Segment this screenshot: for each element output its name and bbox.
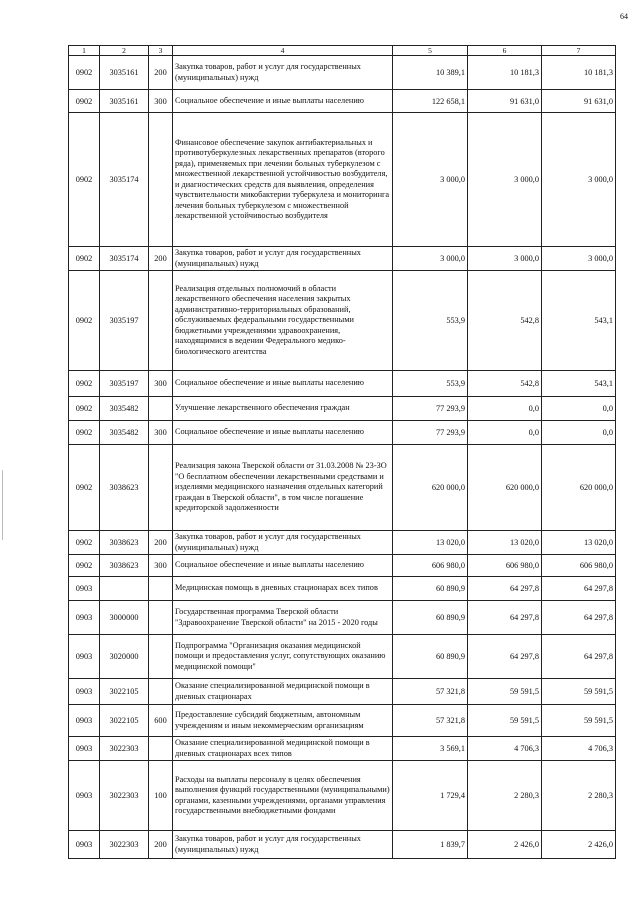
expense-type-code: 600 [149,705,173,737]
expense-type-code [149,445,173,531]
amount-year3: 543,1 [542,271,616,371]
expense-type-code [149,737,173,761]
expense-type-code: 300 [149,555,173,577]
section-code: 0903 [69,831,100,859]
amount-year2: 10 181,3 [468,56,542,90]
section-code: 0903 [69,737,100,761]
table-row [69,113,616,247]
row-name: Социальное обеспечение и иные выплаты населению [173,555,393,577]
amount-year3: 606 980,0 [542,555,616,577]
row-name: Финансовое обеспечение закупок антибактериальных и противотуберкулезных лекарственных препаратов (второго ряда), применяемых при лечении больных туберкулезом с множественной лекарственной устойчивостью возбудителя, и диагностических средств для выявления, определения чувствительности микобактерии туберкулеза и мониторинга лечения больных туберкулезом с множественной лекарственной устойчивостью возбудителя [173,113,393,247]
table-row [69,635,616,679]
target-item-code: 3022303 [100,761,149,831]
row-name: Социальное обеспечение и иные выплаты населению [173,371,393,397]
row-name: Предоставление субсидий бюджетным, автономным учреждениям и иным некоммерческим организациям [173,705,393,737]
section-code: 0902 [69,56,100,90]
section-code: 0902 [69,247,100,271]
amount-year3: 10 181,3 [542,56,616,90]
row-name: Подпрограмма "Организация оказания медицинской помощи и предоставления услуг, сопутствующих оказанию медицинской помощи" [173,635,393,679]
section-code: 0903 [69,761,100,831]
section-code: 0902 [69,113,100,247]
col-header: 6 [468,46,542,56]
expense-type-code: 200 [149,56,173,90]
row-name: Реализация закона Тверской области от 31.03.2008 № 23-ЗО "О бесплатном обеспечении лекарственными средствами и изделиями медицинского назначения отдельных категорий граждан в Тверской области", в том числе погашение кредиторской задолженности [173,445,393,531]
amount-year3: 59 591,5 [542,679,616,705]
table-row [69,601,616,635]
target-item-code: 3022303 [100,737,149,761]
col-header: 4 [173,46,393,56]
col-header: 3 [149,46,173,56]
amount-year3: 4 706,3 [542,737,616,761]
amount-year1: 3 569,1 [393,737,468,761]
amount-year1: 60 890,9 [393,601,468,635]
amount-year1: 60 890,9 [393,577,468,601]
amount-year1: 57 321,8 [393,679,468,705]
amount-year2: 606 980,0 [468,555,542,577]
row-name: Закупка товаров, работ и услуг для государственных (муниципальных) нужд [173,531,393,555]
amount-year2: 64 297,8 [468,635,542,679]
target-item-code: 3038623 [100,445,149,531]
amount-year3: 13 020,0 [542,531,616,555]
row-name: Расходы на выплаты персоналу в целях обеспечения выполнения функций государственными (муниципальными) органами, казенными учреждениями, органами управления государственными внебюджетными фондами [173,761,393,831]
expense-type-code [149,679,173,705]
amount-year3: 3 000,0 [542,247,616,271]
table-row [69,705,616,737]
target-item-code: 3035161 [100,56,149,90]
row-name: Реализация отдельных полномочий в области лекарственного обеспечения населения закрытых административно-территориальных образований, обслуживаемых федеральными государственными бюджетными учреждениями здравоохранения, находящимися в ведении Федерального медико-биологического агентства [173,271,393,371]
amount-year1: 77 293,9 [393,397,468,421]
table-row [69,271,616,371]
expense-type-code: 100 [149,761,173,831]
section-code: 0902 [69,531,100,555]
target-item-code: 3038623 [100,555,149,577]
amount-year3: 3 000,0 [542,113,616,247]
amount-year3: 0,0 [542,421,616,445]
expense-type-code: 200 [149,831,173,859]
amount-year3: 2 280,3 [542,761,616,831]
target-item-code: 3020000 [100,635,149,679]
table-row [69,421,616,445]
amount-year1: 606 980,0 [393,555,468,577]
section-code: 0903 [69,635,100,679]
table-row [69,56,616,90]
col-header: 2 [100,46,149,56]
target-item-code: 3035174 [100,113,149,247]
target-item-code: 3022303 [100,831,149,859]
amount-year2: 13 020,0 [468,531,542,555]
amount-year1: 10 389,1 [393,56,468,90]
col-header: 7 [542,46,616,56]
row-name: Улучшение лекарственного обеспечения граждан [173,397,393,421]
amount-year1: 3 000,0 [393,113,468,247]
amount-year1: 553,9 [393,271,468,371]
table-row [69,531,616,555]
table-row [69,371,616,397]
section-code: 0903 [69,577,100,601]
table-row [69,445,616,531]
target-item-code: 3022105 [100,679,149,705]
amount-year1: 77 293,9 [393,421,468,445]
amount-year1: 57 321,8 [393,705,468,737]
table-row [69,397,616,421]
amount-year2: 59 591,5 [468,705,542,737]
section-code: 0902 [69,421,100,445]
table-row [69,247,616,271]
section-code: 0902 [69,271,100,371]
expense-type-code: 300 [149,90,173,113]
section-code: 0903 [69,679,100,705]
amount-year2: 620 000,0 [468,445,542,531]
amount-year2: 91 631,0 [468,90,542,113]
table-row [69,679,616,705]
target-item-code: 3000000 [100,601,149,635]
table-row [69,761,616,831]
amount-year1: 122 658,1 [393,90,468,113]
target-item-code: 3035174 [100,247,149,271]
table-row [69,90,616,113]
amount-year2: 2 426,0 [468,831,542,859]
column-number-row [69,46,616,56]
amount-year3: 620 000,0 [542,445,616,531]
target-item-code: 3038623 [100,531,149,555]
expense-type-code [149,397,173,421]
section-code: 0902 [69,445,100,531]
table-row [69,737,616,761]
amount-year3: 91 631,0 [542,90,616,113]
amount-year1: 553,9 [393,371,468,397]
row-name: Закупка товаров, работ и услуг для государственных (муниципальных) нужд [173,831,393,859]
section-code: 0902 [69,371,100,397]
amount-year2: 542,8 [468,271,542,371]
amount-year3: 2 426,0 [542,831,616,859]
expense-type-code [149,271,173,371]
amount-year2: 3 000,0 [468,113,542,247]
amount-year2: 3 000,0 [468,247,542,271]
amount-year2: 64 297,8 [468,577,542,601]
row-name: Закупка товаров, работ и услуг для государственных (муниципальных) нужд [173,56,393,90]
expense-type-code [149,577,173,601]
section-code: 0903 [69,705,100,737]
target-item-code: 3035197 [100,271,149,371]
expense-type-code [149,113,173,247]
target-item-code: 3035482 [100,397,149,421]
row-name: Закупка товаров, работ и услуг для государственных (муниципальных) нужд [173,247,393,271]
amount-year2: 542,8 [468,371,542,397]
table-row [69,831,616,859]
amount-year1: 60 890,9 [393,635,468,679]
expense-type-code: 200 [149,247,173,271]
table-row [69,577,616,601]
expense-type-code: 200 [149,531,173,555]
target-item-code: 3035197 [100,371,149,397]
expense-type-code: 300 [149,421,173,445]
expense-type-code [149,635,173,679]
expense-type-code [149,601,173,635]
section-code: 0902 [69,397,100,421]
target-item-code: 3035161 [100,90,149,113]
amount-year1: 620 000,0 [393,445,468,531]
amount-year3: 543,1 [542,371,616,397]
amount-year3: 59 591,5 [542,705,616,737]
amount-year2: 2 280,3 [468,761,542,831]
target-item-code: 3035482 [100,421,149,445]
amount-year1: 1 729,4 [393,761,468,831]
amount-year2: 0,0 [468,397,542,421]
section-code: 0902 [69,555,100,577]
row-name: Государственная программа Тверской области "Здравоохранение Тверской области" на 2015 - 2020 годы [173,601,393,635]
amount-year3: 64 297,8 [542,601,616,635]
target-item-code: 3022105 [100,705,149,737]
col-header: 1 [69,46,100,56]
row-name: Социальное обеспечение и иные выплаты населению [173,421,393,445]
page-number: 64 [620,12,628,21]
amount-year1: 3 000,0 [393,247,468,271]
col-header: 5 [393,46,468,56]
section-code: 0902 [69,90,100,113]
budget-table [68,45,616,859]
amount-year3: 0,0 [542,397,616,421]
row-name: Медицинская помощь в дневных стационарах всех типов [173,577,393,601]
target-item-code [100,577,149,601]
expense-type-code: 300 [149,371,173,397]
amount-year3: 64 297,8 [542,635,616,679]
amount-year2: 0,0 [468,421,542,445]
amount-year1: 13 020,0 [393,531,468,555]
scan-edge-mark [2,470,3,540]
amount-year2: 59 591,5 [468,679,542,705]
row-name: Оказание специализированной медицинской помощи в дневных стационарах всех типов [173,737,393,761]
amount-year2: 4 706,3 [468,737,542,761]
amount-year3: 64 297,8 [542,577,616,601]
table-row [69,555,616,577]
amount-year2: 64 297,8 [468,601,542,635]
row-name: Социальное обеспечение и иные выплаты населению [173,90,393,113]
row-name: Оказание специализированной медицинской помощи в дневных стационарах [173,679,393,705]
amount-year1: 1 839,7 [393,831,468,859]
section-code: 0903 [69,601,100,635]
